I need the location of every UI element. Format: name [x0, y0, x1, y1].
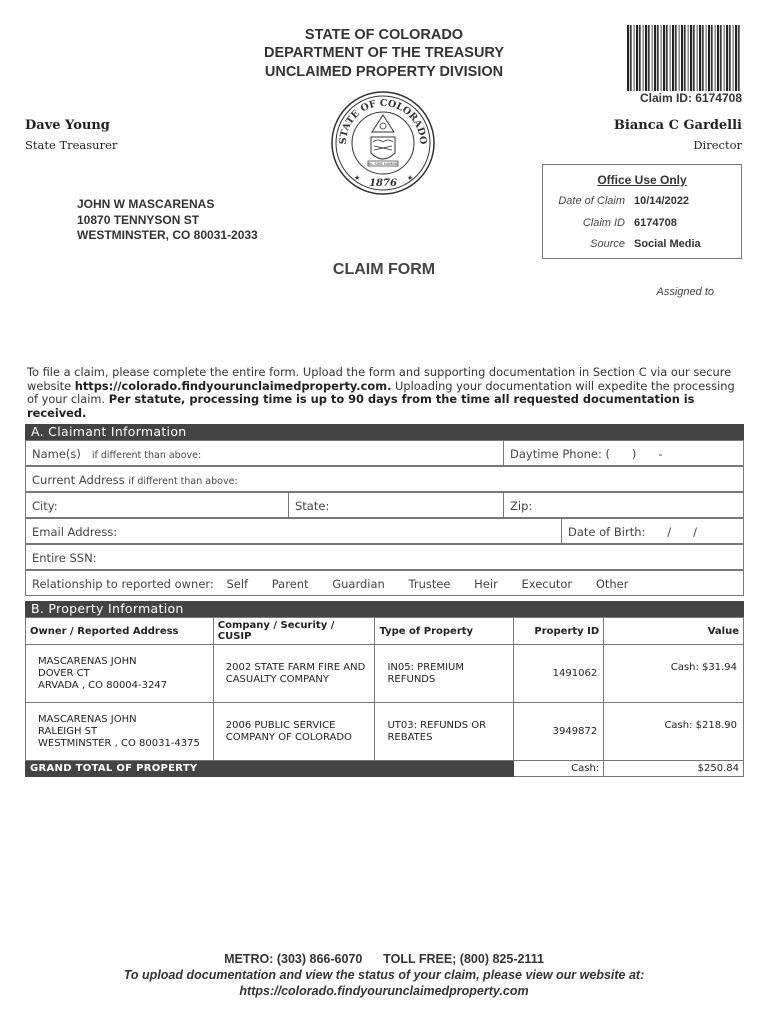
property-type-line: IN05: PREMIUM — [387, 661, 465, 673]
relationship-label: Relationship to reported owner: — [32, 577, 214, 591]
column-property-id: Property ID — [514, 618, 604, 645]
processing-time-notice: Per statute, processing time is up to 90 days from the time all requested documentation is received. — [27, 392, 695, 420]
relationship-option-other[interactable]: Other — [595, 577, 629, 591]
instructions-text-2: Uploading your documentation will expedite the processing of your claim. — [27, 378, 735, 407]
column-value: Value — [604, 618, 744, 645]
table-row — [26, 645, 744, 703]
header-line-department: DEPARTMENT OF THE TREASURY — [263, 45, 505, 61]
claim-id-value: 6174708 — [634, 217, 677, 229]
zip-field[interactable] — [503, 492, 744, 518]
barcode-claim-id: Claim ID: 6174708 — [639, 91, 742, 105]
current-address-field[interactable] — [25, 466, 744, 492]
column-company: Company / Security / CUSIP — [213, 618, 375, 645]
property-type-line: REBATES — [387, 731, 433, 743]
relationship-option-self[interactable]: Self — [226, 577, 249, 591]
svg-text:NIL SINE NUMINE: NIL SINE NUMINE — [367, 162, 399, 166]
section-a-header: A. Claimant Information — [25, 424, 744, 440]
owner-street: RALEIGH ST — [38, 725, 98, 737]
state-label: State: — [295, 499, 330, 513]
barcode — [626, 25, 742, 91]
names-field[interactable] — [25, 440, 504, 466]
assigned-to-label: Assigned to — [656, 286, 714, 298]
email-label: Email Address: — [32, 525, 118, 539]
date-of-claim-value: 10/14/2022 — [634, 195, 690, 207]
source-label: Source — [590, 238, 625, 250]
property-type-line: REFUNDS — [387, 673, 436, 685]
company-line: 2002 STATE FARM FIRE AND — [225, 661, 366, 673]
daytime-phone-field[interactable] — [503, 440, 744, 466]
relationship-option-executor[interactable]: Executor — [521, 577, 573, 591]
ssn-label: Entire SSN: — [32, 551, 97, 565]
email-field[interactable] — [25, 518, 562, 544]
grand-total-cash-label: Cash: — [514, 761, 604, 777]
svg-text:1876: 1876 — [369, 178, 397, 189]
grand-total-value: $250.84 — [604, 761, 744, 777]
relationship-field — [25, 570, 744, 596]
instructions-text-1: To file a claim, please complete the entire form. Upload the form and supporting documentation in Section C via our secure website — [27, 365, 732, 393]
relationship-option-heir[interactable]: Heir — [474, 577, 498, 591]
owner-street: DOVER CT — [38, 667, 90, 679]
form-title: CLAIM FORM — [332, 261, 436, 278]
recipient-city: WESTMINSTER, CO 80031-2033 — [77, 228, 258, 242]
column-owner: Owner / Reported Address — [26, 618, 214, 645]
property-table-header — [26, 618, 744, 645]
ssn-field[interactable] — [25, 544, 744, 570]
relationship-option-parent[interactable]: Parent — [271, 577, 309, 591]
treasurer-name: Dave Young — [25, 118, 110, 133]
footer-phones: METRO: (303) 866-6070 TOLL FREE; (800) 825-2111 — [224, 952, 544, 966]
footer-instructions: To upload documentation and view the status of your claim, please view our website at: — [123, 968, 645, 982]
owner-name: MASCARENAS JOHN — [38, 713, 137, 725]
website-link[interactable]: https://colorado.findyourunclaimedproperty.com. — [74, 378, 392, 393]
director-title: Director — [693, 138, 742, 152]
zip-label: Zip: — [510, 499, 533, 513]
property-value: Cash: $31.94 — [604, 645, 744, 703]
property-value: Cash: $218.90 — [604, 703, 744, 761]
office-use-title: Office Use Only — [597, 173, 687, 187]
relationship-option-guardian[interactable]: Guardian — [332, 577, 385, 591]
property-type-line: UT03: REFUNDS OR — [387, 719, 487, 731]
grand-total-label: GRAND TOTAL OF PROPERTY — [26, 761, 514, 777]
owner-city: ARVADA , CO 80004-3247 — [38, 679, 168, 691]
relationship-option-trustee[interactable]: Trustee — [408, 577, 451, 591]
current-address-label: Current Address — [32, 473, 125, 487]
date-of-birth-label: Date of Birth: / / — [568, 525, 697, 539]
recipient-address — [77, 197, 258, 244]
city-field[interactable] — [25, 492, 289, 518]
director-name: Bianca C Gardelli — [613, 118, 742, 133]
svg-text:STATE OF COLORADO: STATE OF COLORADO — [337, 97, 429, 145]
office-use-box — [542, 164, 742, 259]
names-label: Name(s) — [32, 447, 81, 461]
daytime-phone-label: Daytime Phone: ( ) - — [510, 447, 663, 461]
treasurer-title: State Treasurer — [25, 138, 118, 152]
svg-text:★: ★ — [407, 174, 414, 182]
header-line-division: UNCLAIMED PROPERTY DIVISION — [264, 64, 504, 80]
source-value: Social Media — [634, 238, 701, 250]
date-of-birth-field[interactable] — [561, 518, 744, 544]
column-type: Type of Property — [375, 618, 514, 645]
owner-city: WESTMINSTER , CO 80031-4375 — [38, 737, 200, 749]
company-line: COMPANY OF COLORADO — [225, 731, 352, 743]
current-address-hint: if different than above: — [128, 476, 238, 487]
section-b-header: B. Property Information — [25, 601, 744, 617]
property-table — [25, 617, 744, 777]
instructions-paragraph — [27, 366, 747, 420]
claim-id-label: Claim ID — [582, 217, 625, 229]
property-id: 1491062 — [514, 645, 604, 703]
recipient-name: JOHN W MASCARENAS — [77, 197, 215, 211]
footer-website-link[interactable]: https://colorado.findyourunclaimedproperty.com — [239, 984, 529, 998]
company-line: CASUALTY COMPANY — [225, 673, 329, 685]
grand-total-row — [26, 761, 744, 777]
owner-name: MASCARENAS JOHN — [38, 655, 137, 667]
recipient-street: 10870 TENNYSON ST — [77, 212, 200, 227]
svg-text:★: ★ — [354, 174, 361, 182]
property-id: 3949872 — [514, 703, 604, 761]
city-label: City: — [32, 499, 58, 513]
state-seal-icon — [330, 90, 436, 196]
names-hint: if different than above: — [91, 450, 202, 461]
state-field[interactable] — [288, 492, 504, 518]
date-of-claim-label: Date of Claim — [558, 195, 625, 207]
header-line-state: STATE OF COLORADO — [304, 27, 464, 43]
table-row — [26, 703, 744, 761]
company-line: 2006 PUBLIC SERVICE — [225, 719, 336, 731]
